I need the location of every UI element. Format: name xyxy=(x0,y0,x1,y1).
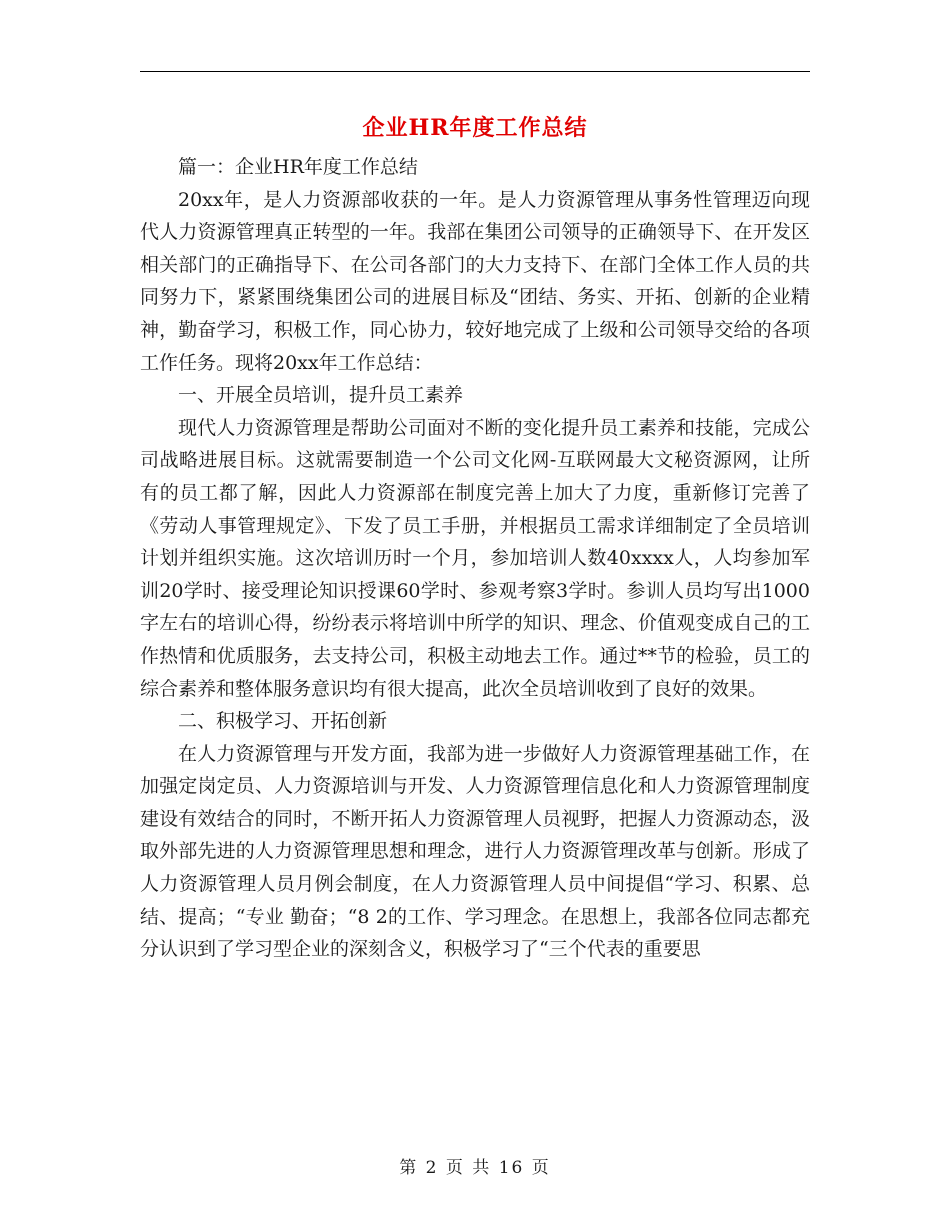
document-body xyxy=(140,151,810,966)
document-title: 企业HR年度工作总结 xyxy=(362,115,588,141)
paragraph-innovation: 在人力资源管理与开发方面，我部为进一步做好人力资源管理基础工作，在加强定岗定员、人力资源培训与开发、人力资源管理信息化和人力资源管理制度建设有效结合的同时，不断开拓人力资源管理人员视野，把握人力资源动态，汲取外部先进的人力资源管理思想和理念，进行人力资源管理改革与创新。形成了人力资源管理人员月例会制度，在人力资源管理人员中间提倡“学习、积累、总结、提高；“专业 勤奋；“8 2的工作、学习理念。在思想上，我部各位同志都充分认识到了学习型企业的深刻含义，积极学习了“三个代表的重要思 xyxy=(140,742,810,961)
section-heading-training: 一、开展全员培训，提升员工素养 xyxy=(178,384,464,407)
section-subtitle: 篇一：企业HR年度工作总结 xyxy=(178,156,418,178)
paragraph-training: 现代人力资源管理是帮助公司面对不断的变化提升员工素养和技能，完成公司战略进展目标。这就需要制造一个公司文化网-互联网最大文秘资源网，让所有的员工都了解，因此人力资源部在制度完善上加大了力度，重新修订完善了《劳动人事管理规定》、下发了员工手册，并根据员工需求详细制定了全员培训计划并组织实施。这次培训历时一个月，参加培训人数40xxxx人，人均参加军训20学时、接受理论知识授课60学时、参观考察3学时。参训人员均写出1000字左右的培训心得，纷纷表示将培训中所学的知识、理念、价值观变成自己的工作热情和优质服务，去支持公司，积极主动地去工作。通过**节的检验，员工的综合素养和整体服务意识均有很大提高，此次全员培训收到了良好的效果。 xyxy=(140,416,810,700)
header-rule xyxy=(140,71,810,72)
page-number: 第 2 页 共 16 页 xyxy=(399,1158,551,1178)
section-heading-innovation: 二、积极学习、开拓创新 xyxy=(178,710,388,733)
paragraph-intro: 20xx年，是人力资源部收获的一年。是人力资源管理从事务性管理迈向现代人力资源管理真正转型的一年。我部在集团公司领导的正确领导下、在开发区相关部门的正确指导下、在公司各部门的大力支持下、在部门全体工作人员的共同努力下，紧紧围绕集团公司的进展目标及“团结、务实、开拓、创新的企业精神，勤奋学习，积极工作，同心协力，较好地完成了上级和公司领导交给的各项工作任务。现将20xx年工作总结： xyxy=(140,188,810,374)
